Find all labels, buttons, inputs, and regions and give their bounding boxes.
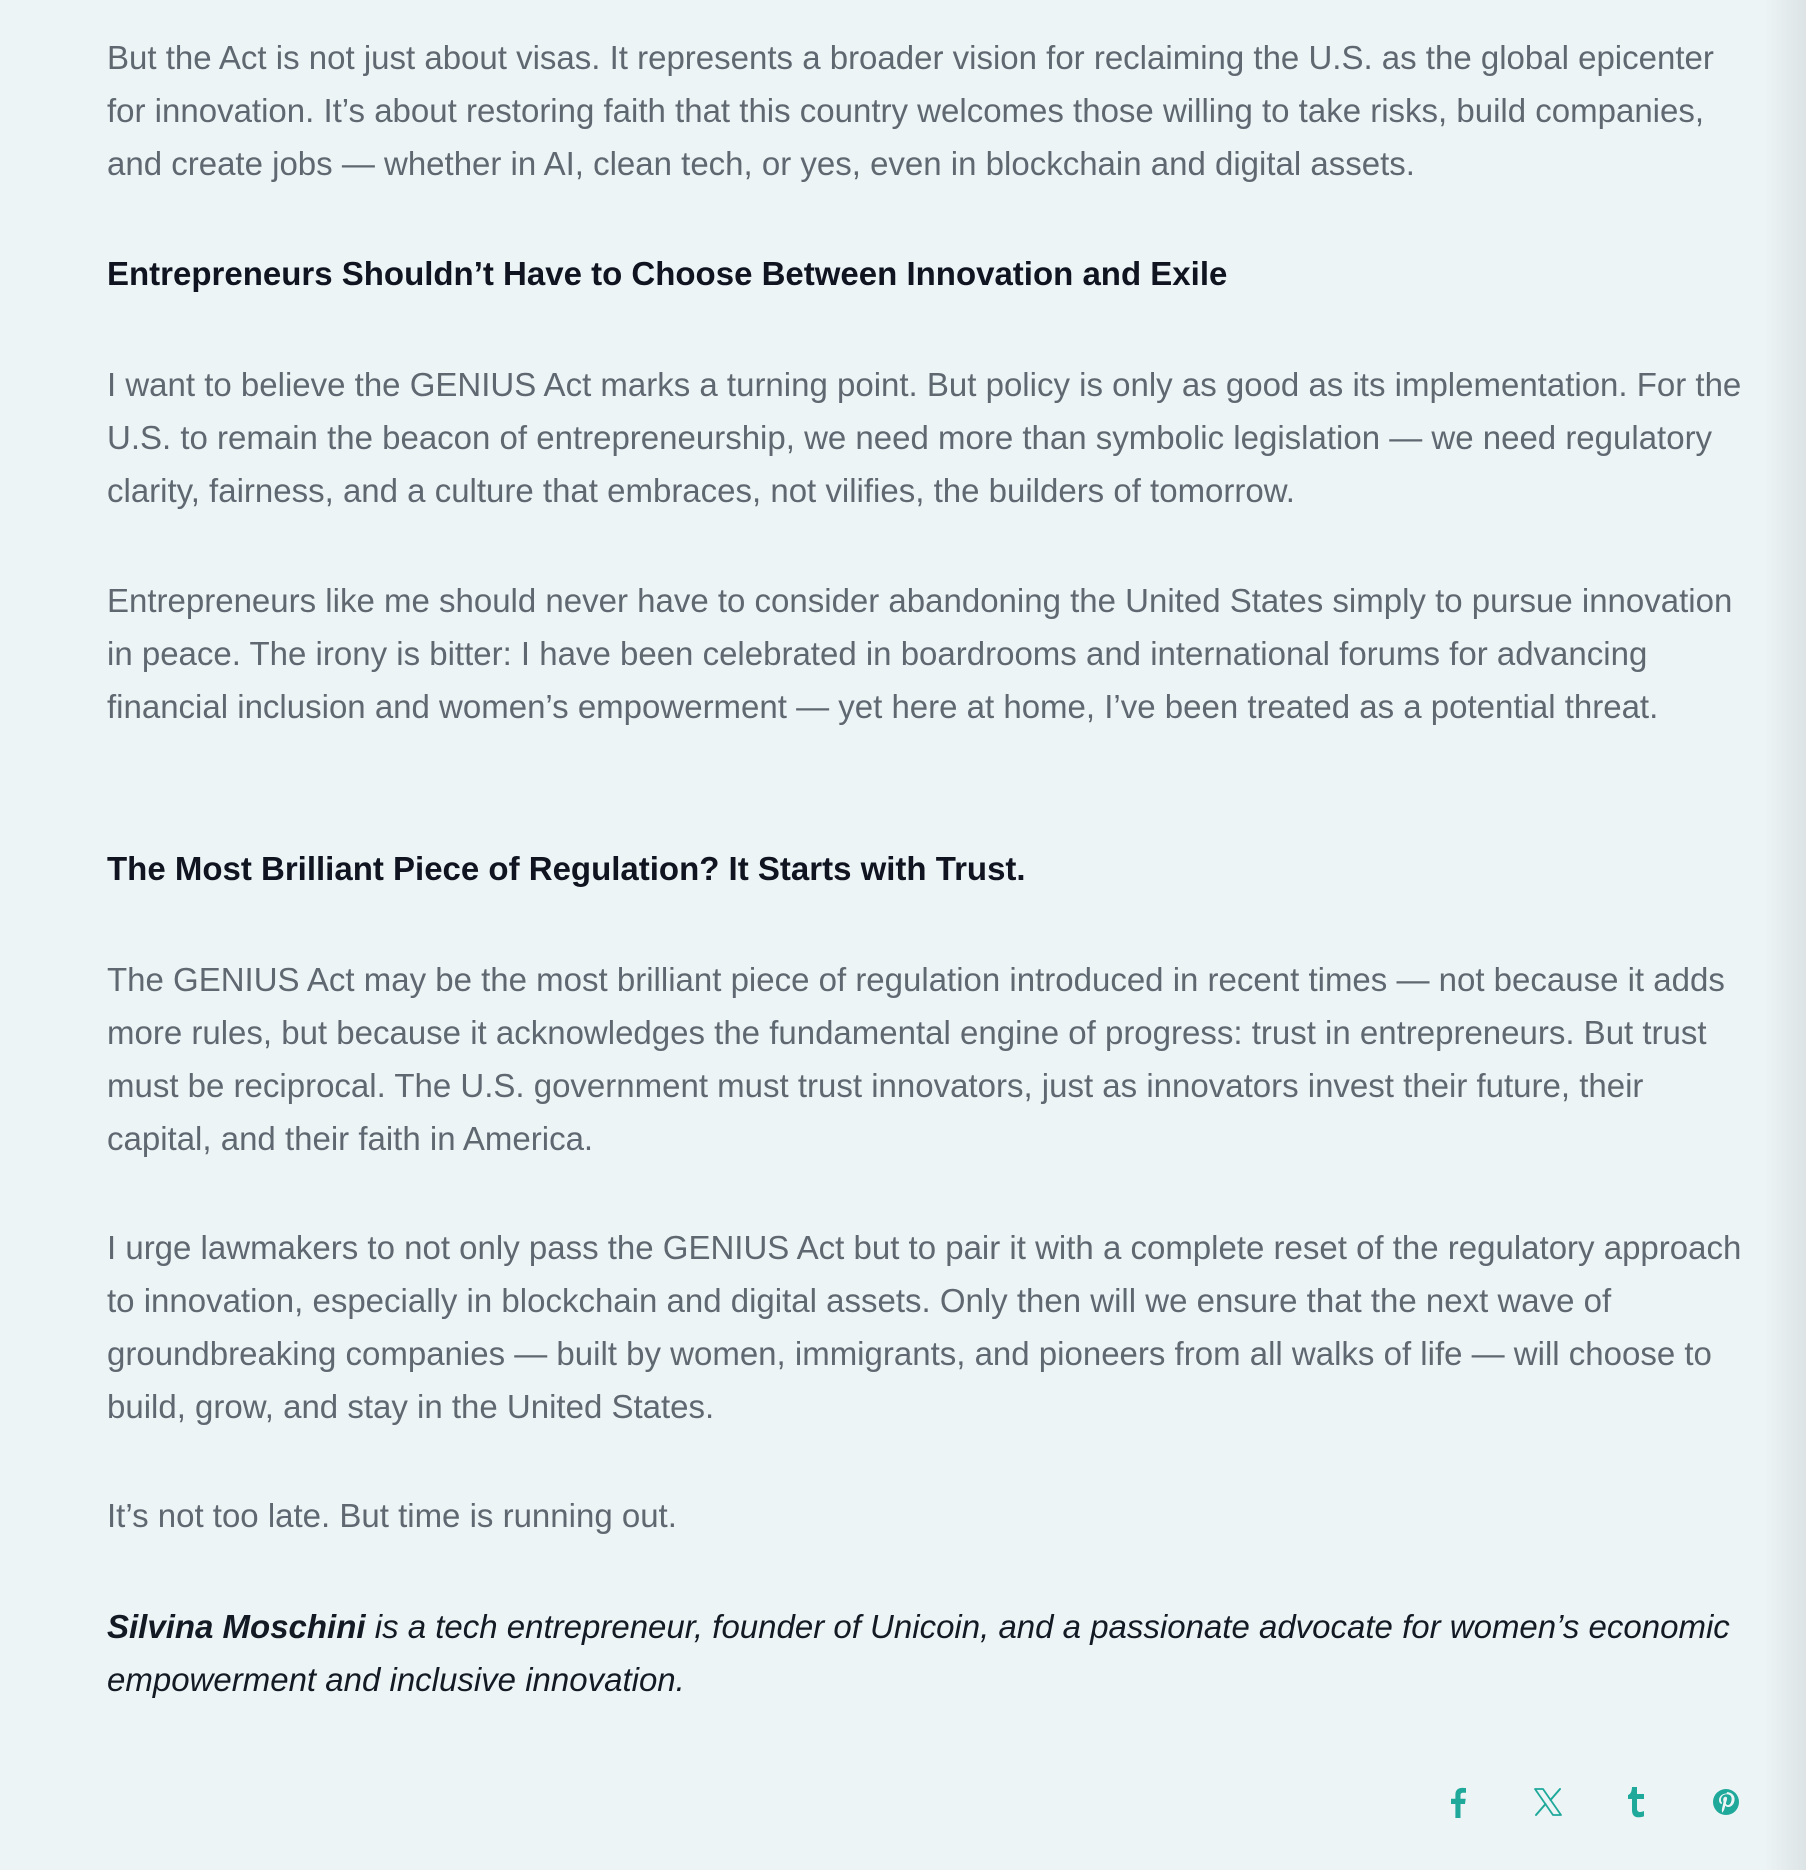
section-heading-innovation-exile: Entrepreneurs Shouldn’t Have to Choose Between Innovation and Exile — [107, 255, 1228, 292]
section-heading-regulation-trust: The Most Brilliant Piece of Regulation? It Starts with Trust. — [107, 850, 1026, 887]
paragraph-urge-lawmakers: I urge lawmakers to not only pass the GENIUS Act but to pair it with a complete reset of the regulatory approach to innovation, especially in blockchain and digital assets. Only then will we ensure that the next wave of groundbreaking companies — built by women, immigrants, and pioneers from all walks of life — will choose to build, grow, and stay in the United States. — [107, 1229, 1742, 1425]
paragraph-not-too-late: It’s not too late. But time is running out. — [107, 1497, 677, 1534]
author-name: Silvina Moschini — [107, 1608, 366, 1645]
facebook-icon — [1449, 1786, 1467, 1818]
share-pinterest-button[interactable] — [1704, 1780, 1748, 1824]
author-bio-text: is a tech entrepreneur, founder of Unicoin, and a passionate advocate for women’s economic empowerment and inclusive innovation. — [107, 1608, 1730, 1698]
share-facebook-button[interactable] — [1436, 1780, 1480, 1824]
author-bio — [107, 1600, 1747, 1706]
share-tumblr-button[interactable] — [1615, 1780, 1659, 1824]
paragraph-act-vision: But the Act is not just about visas. It represents a broader vision for reclaiming the U.S. as the global epicenter for innovation. It’s about restoring faith that this country welcomes those willing to take risks, build companies, and create jobs — whether in AI, clean tech, or yes, even in blockchain and digital assets. — [107, 39, 1714, 182]
tumblr-icon — [1626, 1786, 1648, 1818]
paragraph-entrepreneurs-like-me: Entrepreneurs like me should never have to consider abandoning the United States simply to pursue innovation in peace. The irony is bitter: I have been celebrated in boardrooms and international forums for advancing financial inclusion and women’s empowerment — yet here at home, I’ve been treated as a potential threat. — [107, 582, 1733, 725]
share-x-button[interactable] — [1526, 1780, 1570, 1824]
paragraph-turning-point: I want to believe the GENIUS Act marks a turning point. But policy is only as good as its implementation. For the U.S. to remain the beacon of entrepreneurship, we need more than symbolic legislation — we need regulatory clarity, fairness, and a culture that embraces, not vilifies, the builders of tomorrow. — [107, 366, 1742, 509]
paragraph-brilliant-regulation: The GENIUS Act may be the most brilliant piece of regulation introduced in recent times — not because it adds more rules, but because it acknowledges the fundamental engine of progress: trust in entrepreneurs. But trust must be reciprocal. The U.S. government must trust innovators, just as innovators invest their future, their capital, and their faith in America. — [107, 961, 1725, 1157]
page-edge-shadow — [1764, 0, 1806, 1870]
x-icon — [1533, 1787, 1563, 1817]
pinterest-icon — [1712, 1788, 1740, 1816]
